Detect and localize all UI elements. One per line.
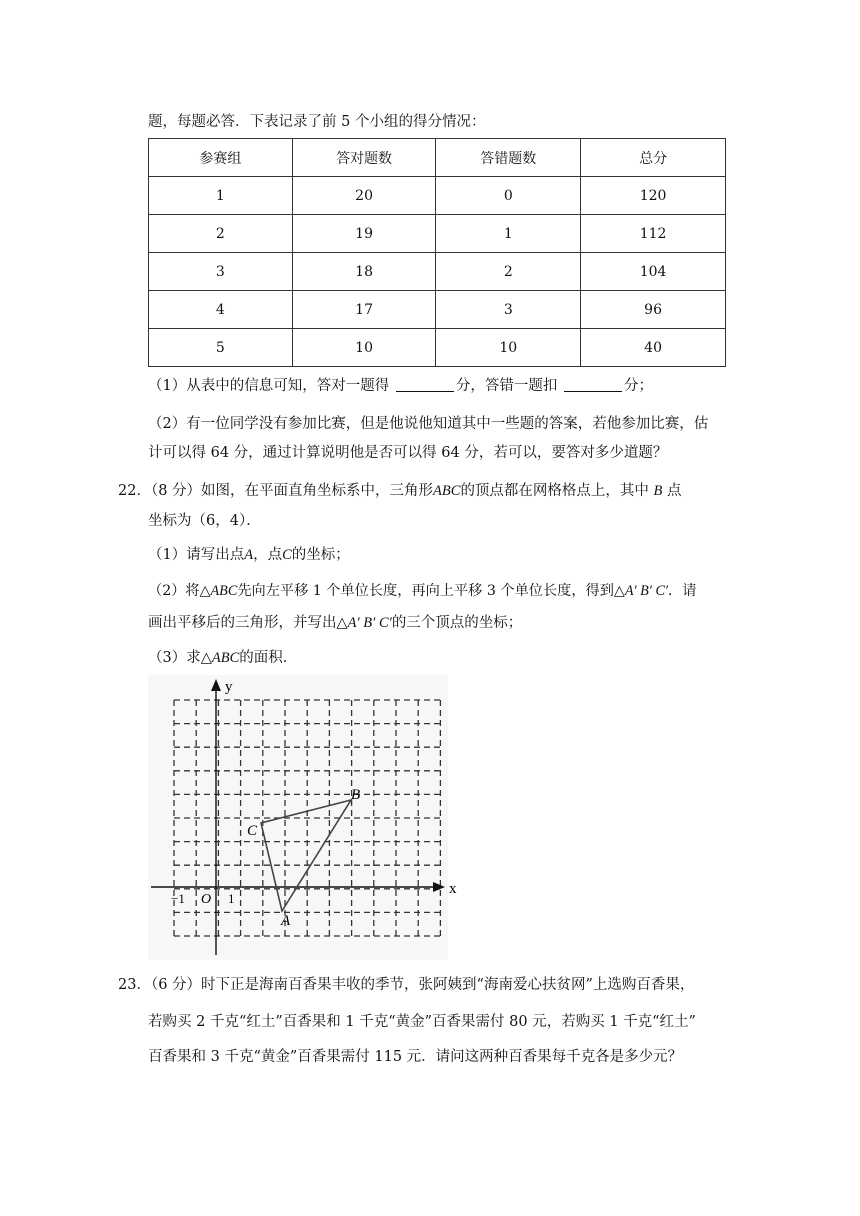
q22-text: 先向左平移 1 个单位长度，再向上平移 3 个单位长度，得到△ (237, 583, 625, 599)
q21-part1 (148, 376, 653, 396)
table-cell: 112 (581, 215, 726, 253)
q21-part2-line2: 计可以得 64 分，通过计算说明他是否可以得 64 分，若可以，要答对多少道题？ (148, 445, 668, 461)
table-row (149, 291, 726, 329)
table-header: 答错题数 (436, 139, 581, 177)
table-cell: 2 (436, 253, 581, 291)
table-header-row (149, 139, 726, 177)
table-row (149, 329, 726, 367)
table-header: 参赛组 (149, 139, 293, 177)
q22-text: ，点 (253, 547, 283, 563)
q23-line1: 23．（6 分）时下正是海南百香果丰收的季节，张阿姨到“海南爱心扶贫网”上选购百香果， (118, 977, 695, 993)
table-cell: 10 (436, 329, 581, 367)
q22-stem-line1 (118, 481, 682, 501)
vertex-label-c: C (247, 823, 258, 839)
vertex-label-a: A (281, 913, 291, 929)
table-cell: 120 (581, 177, 726, 215)
table-cell: 2 (149, 215, 293, 253)
x-axis-label: x (449, 881, 457, 897)
table-cell: 96 (581, 291, 726, 329)
table-cell: 3 (436, 291, 581, 329)
q22-point-c: C (282, 547, 292, 563)
y-axis-label: y (225, 679, 233, 695)
q22-part2-line2 (148, 613, 522, 633)
table-cell: 0 (436, 177, 581, 215)
score-table (148, 138, 726, 367)
q21-part1-text-b: 分，答错一题扣 (455, 378, 558, 394)
q21-part1-text-c: 分； (623, 378, 653, 394)
q23-line3: 百香果和 3 千克“黄金”百香果需付 115 元．请问这两种百香果每千克各是多少元？ (148, 1049, 683, 1065)
q21-part2-line1: （2）有一位同学没有参加比赛，但是他说他知道其中一些题的答案，若他参加比赛，估 (148, 416, 709, 432)
coordinate-figure (143, 675, 463, 960)
answer-blank-1[interactable] (396, 377, 454, 392)
table-cell: 10 (292, 329, 436, 367)
table-cell: 1 (436, 215, 581, 253)
q22-text: ．请 (668, 583, 697, 599)
q22-text: 点 (667, 483, 682, 499)
table-row (149, 177, 726, 215)
intro-line: 题，每题必答．下表记录了前 5 个小组的得分情况： (148, 114, 486, 130)
table-cell: 40 (581, 329, 726, 367)
table-cell: 19 (292, 215, 436, 253)
answer-blank-2[interactable] (564, 377, 622, 392)
vertex-label-b: B (351, 787, 361, 803)
q22-text: 的面积． (239, 650, 298, 666)
table-cell: 4 (149, 291, 293, 329)
table-cell: 17 (292, 291, 436, 329)
origin-label: O (201, 892, 212, 907)
q22-abc: ABC (210, 583, 238, 599)
table-cell: 3 (149, 253, 293, 291)
q22-part2-line1 (148, 581, 696, 601)
q22-text: （1）请写出点 (148, 547, 245, 563)
q21-part1-text-a: （1）从表中的信息可知，答对一题得 (148, 378, 390, 394)
q23-line2: 若购买 2 千克“红土”百香果和 1 千克“黄金”百香果需付 80 元，若购买 1 千克“红土” (148, 1014, 696, 1030)
q22-text: 22．（8 分）如图，在平面直角坐标系中，三角形 (118, 483, 434, 499)
q22-part3 (148, 648, 297, 668)
q22-point-a: A (244, 547, 254, 563)
q22-text: 的坐标； (291, 547, 350, 563)
q22-abc: ABC (211, 650, 240, 666)
table-cell: 5 (149, 329, 293, 367)
table-cell: 104 (581, 253, 726, 291)
table-cell: 1 (149, 177, 293, 215)
table-row (149, 253, 726, 291)
q22-abc: ABC (433, 483, 461, 499)
table-header: 答对题数 (292, 139, 436, 177)
q22-text: （2）将△ (148, 583, 211, 599)
q22-text: 的顶点都在网格格点上，其中 (460, 483, 649, 499)
table-cell: 20 (292, 177, 436, 215)
table-row (149, 215, 726, 253)
q22-stem-line2: 坐标为（6，4）． (148, 513, 261, 529)
table-cell: 18 (292, 253, 436, 291)
q22-text: （3）求△ (148, 650, 212, 666)
q22-text: 画出平移后的三角形，并写出△ (148, 615, 348, 631)
q22-prime: A′ B′ C′ (347, 615, 392, 631)
q22-part1 (148, 545, 350, 565)
q22-prime: A′ B′ C′ (624, 583, 669, 599)
table-header: 总分 (581, 139, 726, 177)
tick-label-1: 1 (228, 891, 235, 906)
tick-label-neg1: −1 (171, 891, 185, 906)
q22-b: B (653, 483, 663, 499)
q22-text: 的三个顶点的坐标； (391, 615, 523, 631)
